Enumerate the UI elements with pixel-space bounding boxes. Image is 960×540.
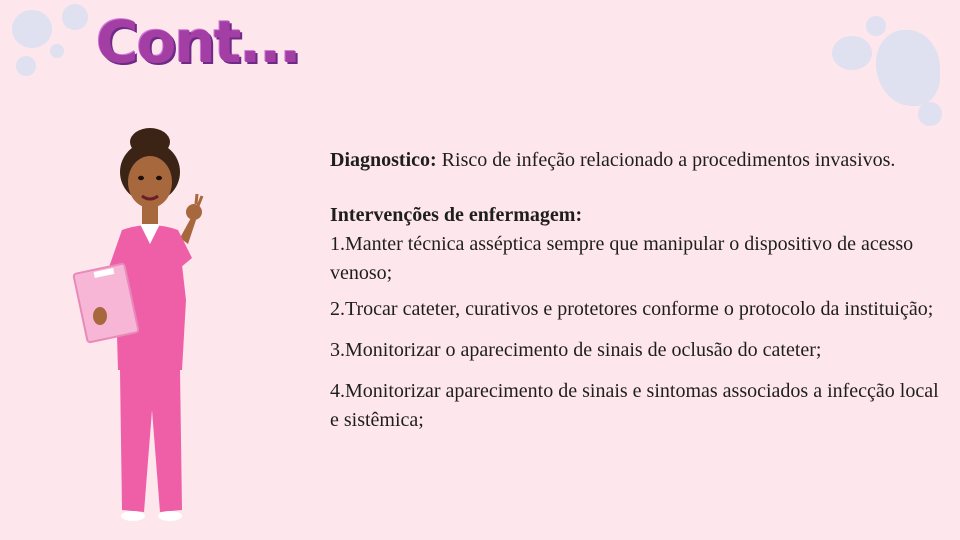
decor-blob [832,36,872,70]
intervention-item: 2.Trocar cateter, curativos e protetores conforme o protocolo da instituição; [330,298,934,320]
decor-blob [876,30,940,106]
intervention-item: 3.Monitorizar o aparecimento de sinais de oclusão do cateter; [330,339,822,361]
page-title: Cont... [96,8,300,76]
decor-blob [50,44,64,58]
decor-blob [918,102,942,126]
intervention-item: 4.Monitorizar aparecimento de sinais e sintomas associados a infecção local e sistêmica; [330,380,939,431]
intervention-item: 1.Manter técnica asséptica sempre que manipular o dispositivo de acesso venoso; [330,233,914,284]
diagnosis-label: Diagnostico: [330,149,437,171]
decor-blob [866,16,886,36]
decor-blob [16,56,36,76]
nurse-illustration [70,120,230,530]
decor-blob [62,4,88,30]
decor-blob [12,10,52,48]
diagnosis-paragraph [330,146,942,175]
nursing-content [330,146,942,435]
interventions-heading: Intervenções de enfermagem: [330,204,583,226]
diagnosis-text: Risco de infeção relacionado a procedimentos invasivos. [436,149,896,171]
